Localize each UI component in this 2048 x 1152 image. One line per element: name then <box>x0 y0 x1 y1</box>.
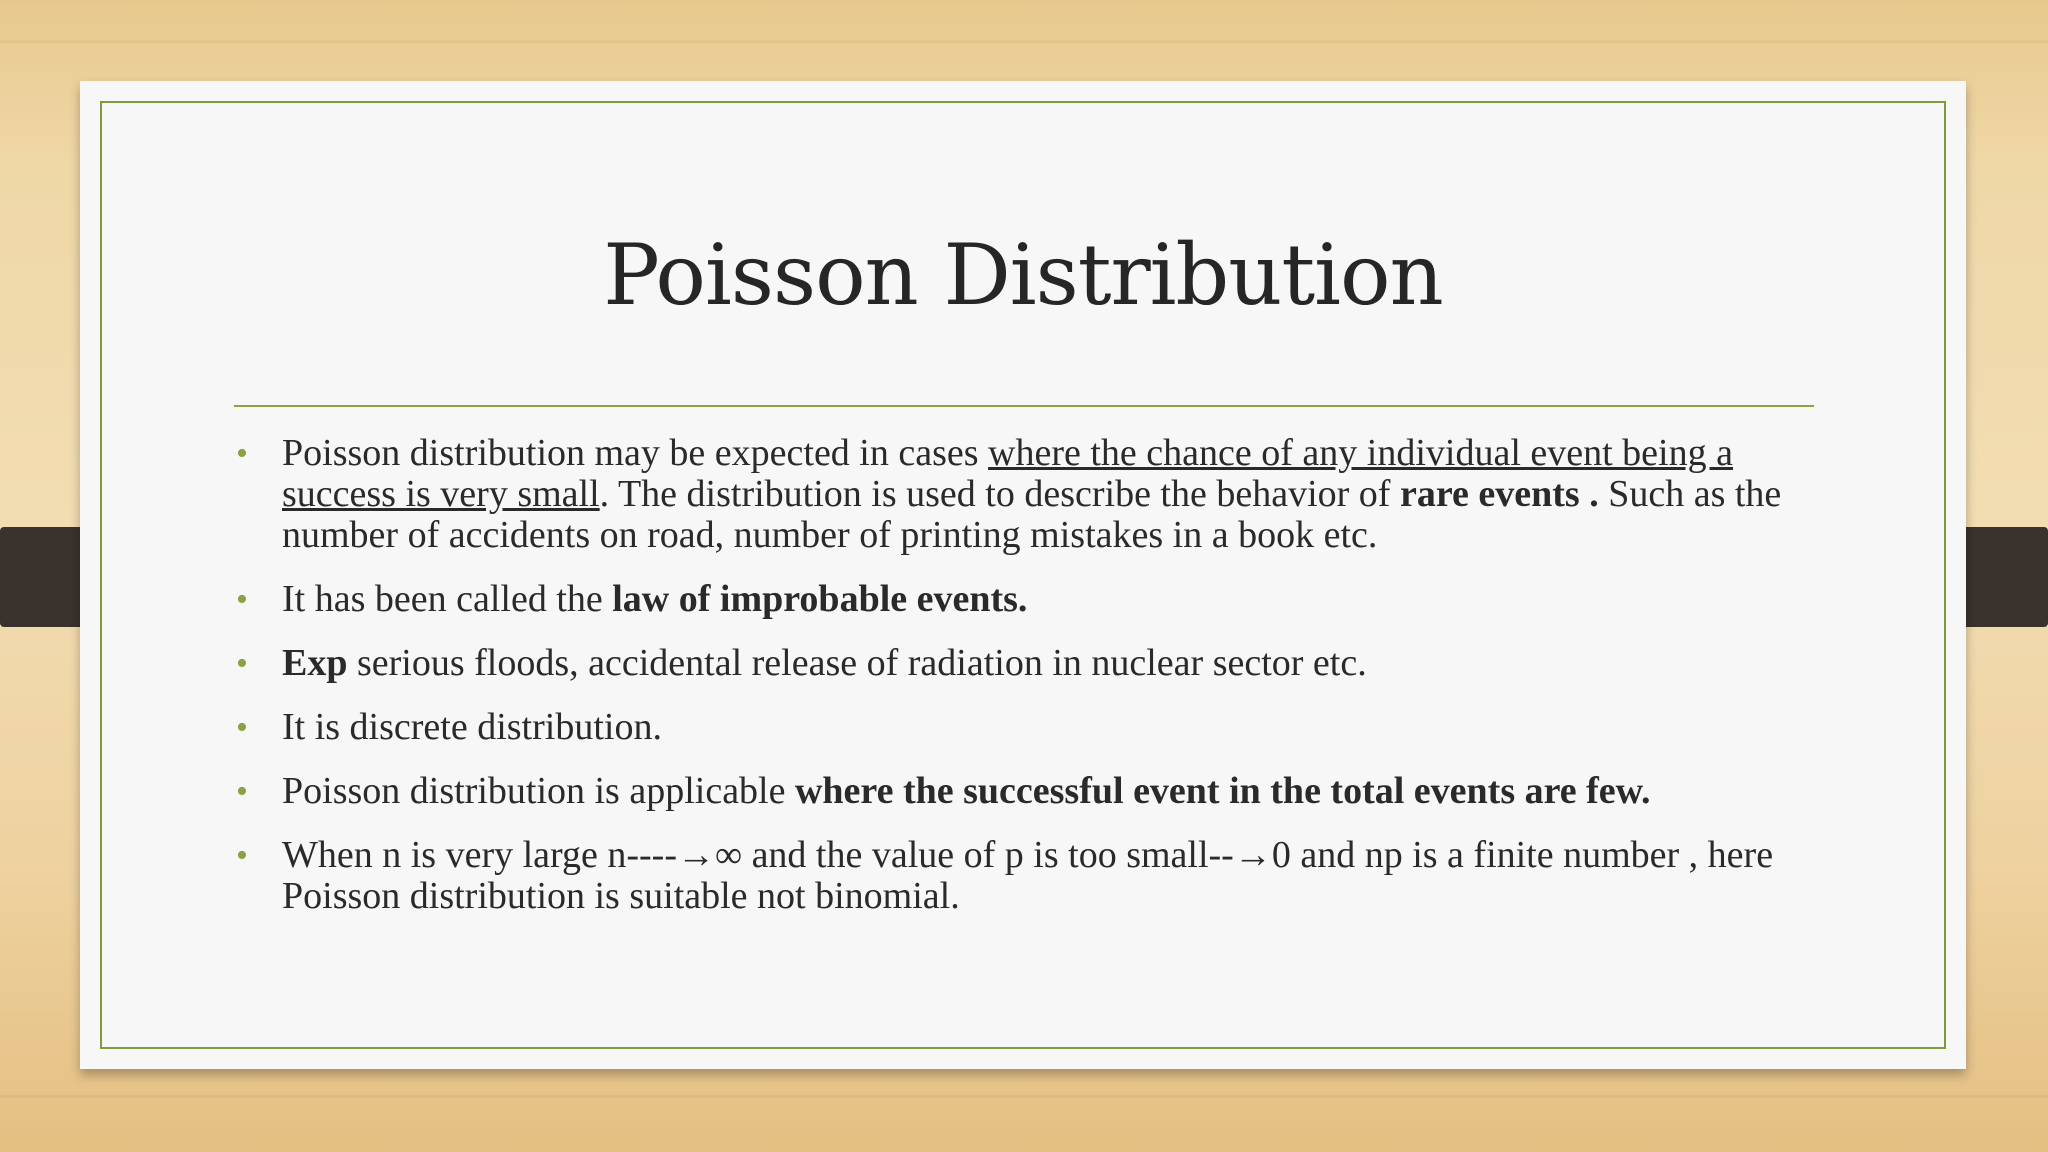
title-divider <box>234 405 1814 407</box>
bold-text: law of improbable events. <box>612 578 1028 620</box>
list-item: • Poisson distribution may be expected in cases where the chance of any individual event being a success is very small. The distribution is used to describe the behavior of rare events . Such as the number of accidents on road, number of printing mistakes in a book etc. <box>236 432 1782 556</box>
list-item: • It is discrete distribution. <box>236 706 662 748</box>
underlined-text: where the chance of any individual event being a success is very small <box>282 432 1733 515</box>
bold-text: rare events . <box>1399 473 1599 515</box>
bullet-icon: • <box>236 581 248 618</box>
list-item: • It has been called the law of improbable events. <box>236 578 1028 620</box>
slide-title: Poisson Distribution <box>603 226 1443 324</box>
bullet-icon: • <box>236 645 248 682</box>
bullet-icon: • <box>236 435 248 472</box>
slide <box>80 81 1966 1069</box>
bullet-icon: • <box>236 773 248 810</box>
list-item: • Exp serious floods, accidental release of radiation in nuclear sector etc. <box>236 642 1367 684</box>
bold-text: Exp <box>282 642 348 684</box>
list-item: • When n is very large n----→∞ and the value of p is too small--→0 and np is a finite number , here Poisson distribution is suitable not binomial. <box>236 834 1774 917</box>
bullet-icon: • <box>236 837 248 874</box>
wood-texture <box>0 1095 2048 1098</box>
bullet-icon: • <box>236 709 248 746</box>
list-item: • Poisson distribution is applicable where the successful event in the total events are few. <box>236 770 1651 812</box>
bold-text: where the successful event in the total events are few. <box>794 770 1651 812</box>
wood-texture <box>0 40 2048 43</box>
bullet-list <box>236 432 1852 940</box>
